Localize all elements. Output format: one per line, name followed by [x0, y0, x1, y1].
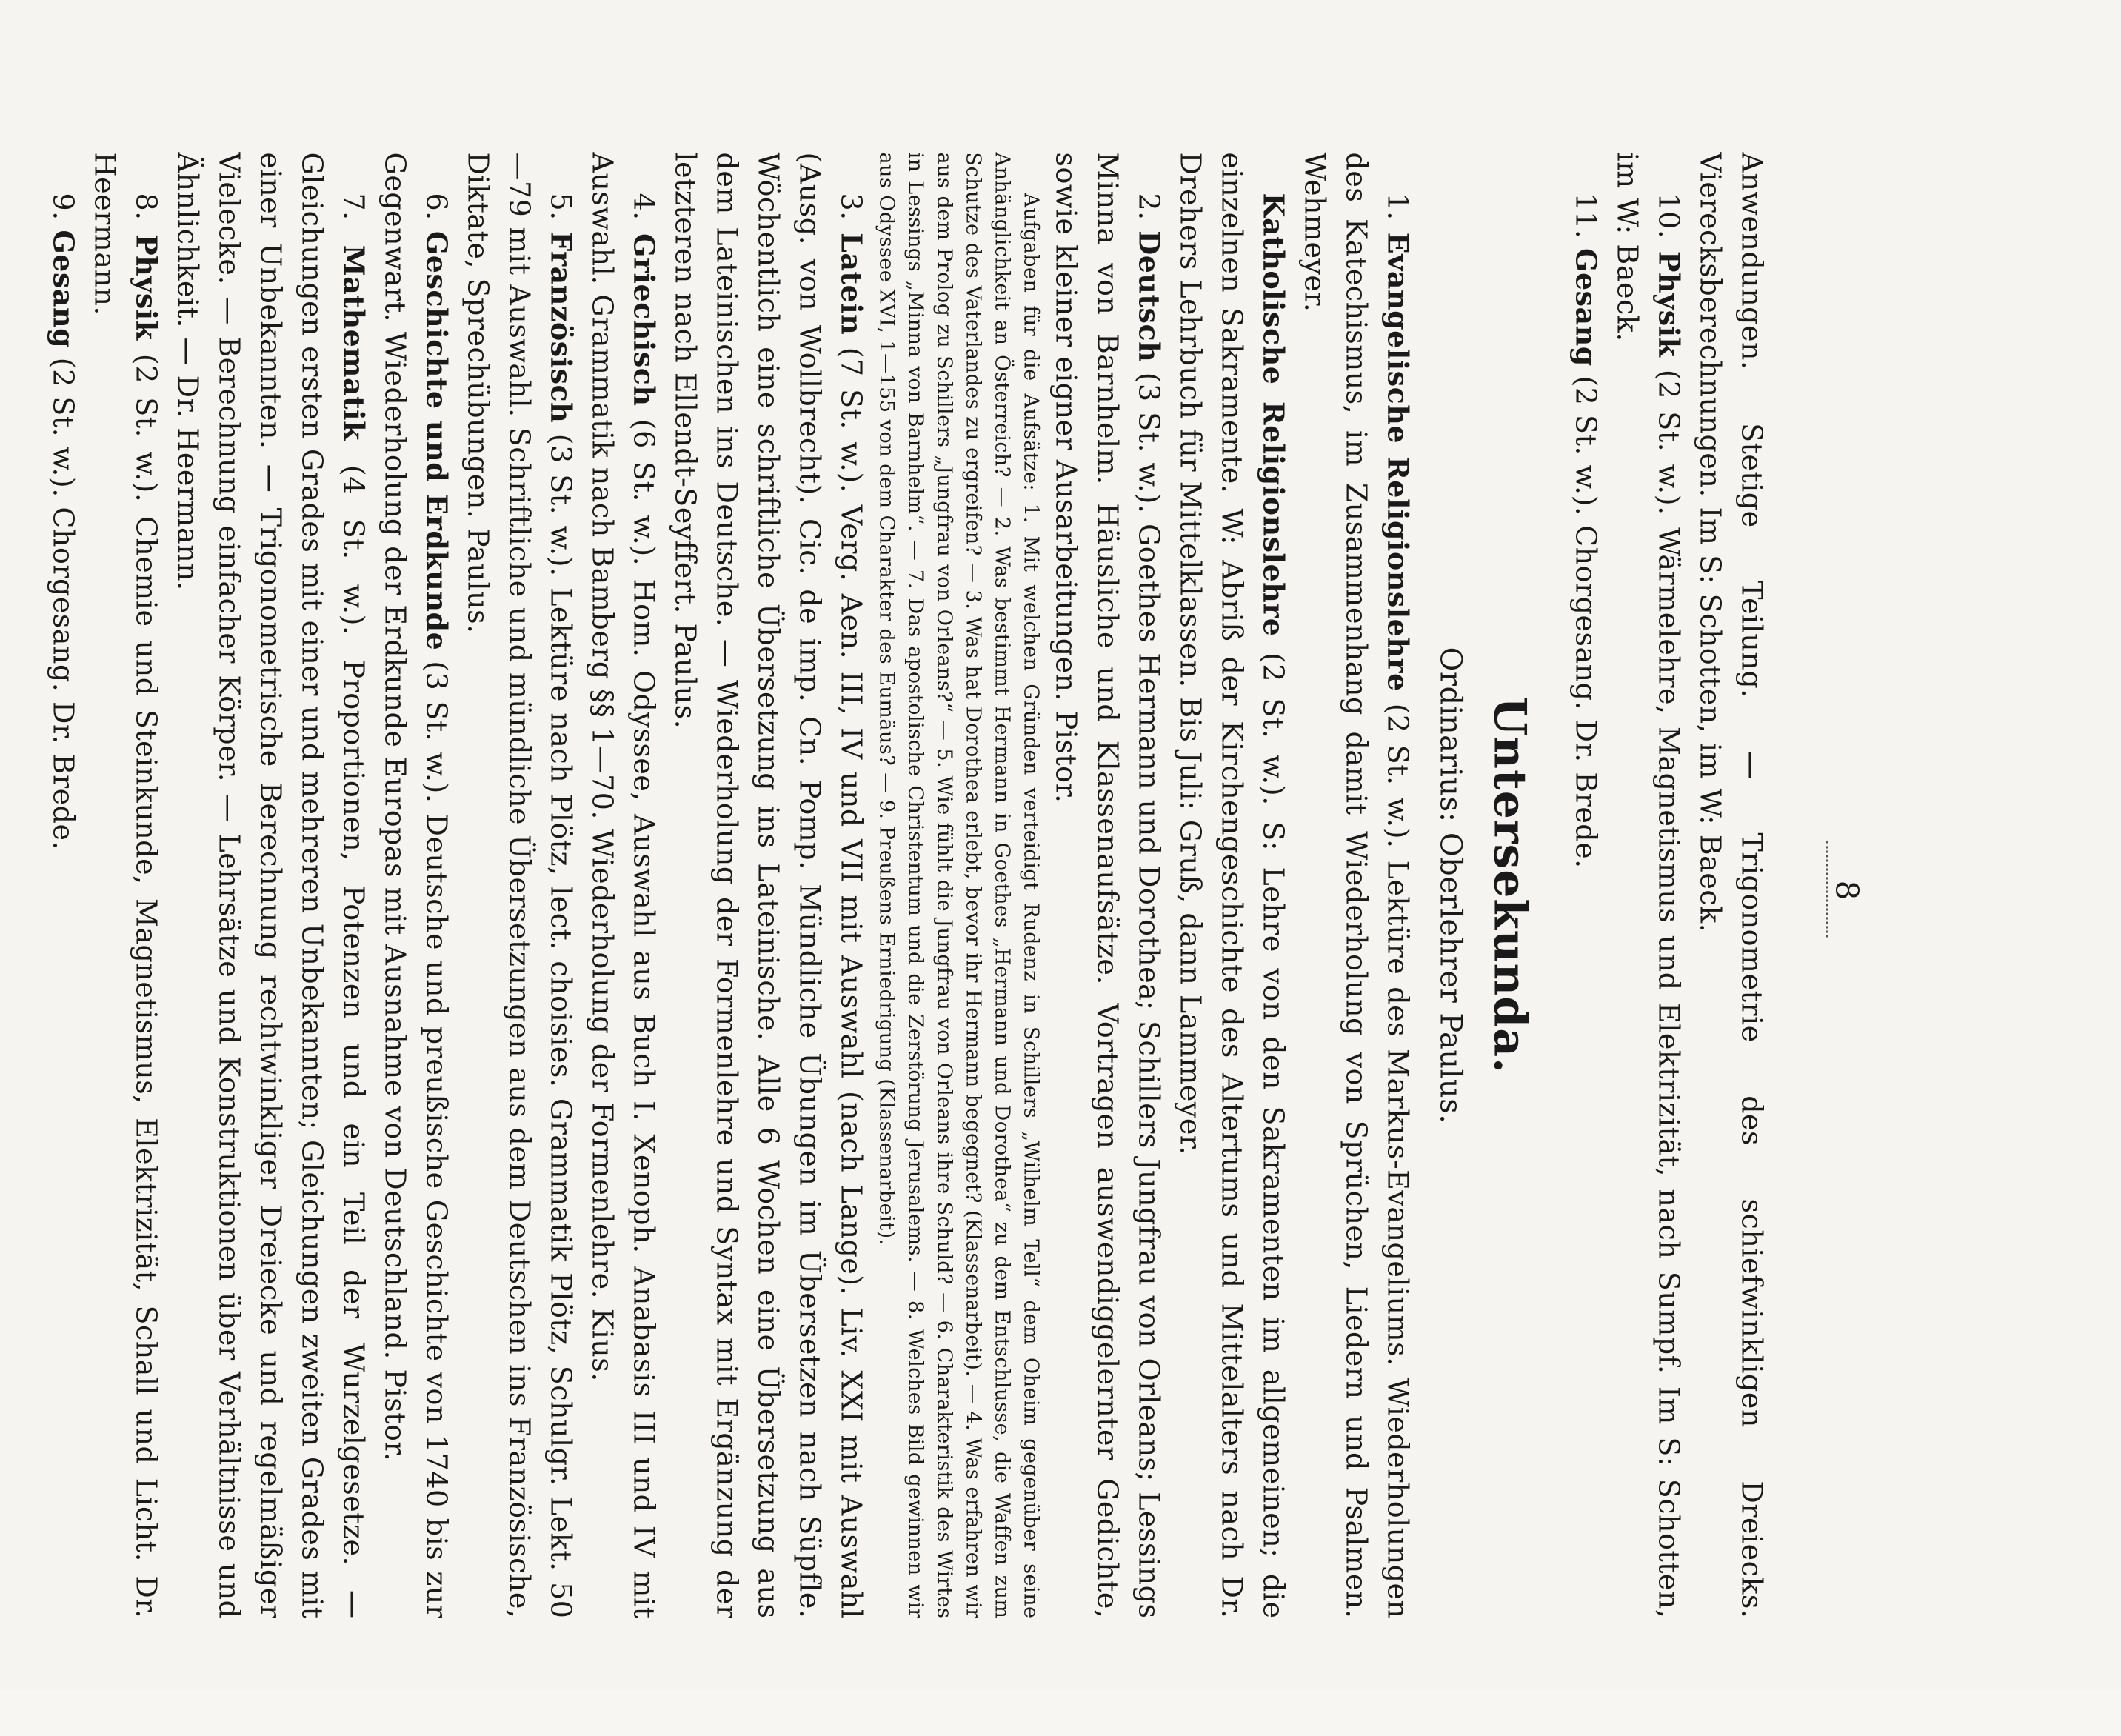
subject-text: (7 St. w.). Verg. Aen. III, IV und VII mit Auswahl (nach Lange). Liv. XXI mit Auswahl (Ausg. von Wollbrecht). Cic. de imp. Cn. Pomp. Mündliche Übungen im Übersetzen nach Süpfle. Wöchentlich eine schriftliche Übersetzung ins Lateinische. Alle 6 Wochen eine Übersetzung aus dem Lateinischen ins Deutsche. — Wiederholung der Formenlehre und Syntax mit Ergänzung der letzteren nach Ellendt-Seyffert. Paulus.	[669, 152, 868, 1619]
subject-text: (3 St. w.). Goethes Hermann und Dorothea; Schillers Jungfrau von Orleans; Lessings Minna von Barnhelm. Häusliche und Klassenaufsätze. Vortragen auswendiggelernter Gedichte, sowie kleiner eigner Ausarbeitungen. Pistor.	[1049, 152, 1166, 1619]
subject-number: 3.	[835, 193, 868, 221]
subject-number: 8.	[130, 193, 163, 221]
subject-text: (2 St. w.). Chorgesang. Dr. Brede.	[1569, 375, 1603, 869]
subject-text: (2 St. w.). Wärmelehre, Magnetismus und Elektrizität, nach Sumpf. Im S: Schotten, im W: Baeck.	[1611, 152, 1686, 1619]
subject-latein	[665, 153, 872, 1619]
subject-label: Katholische Religionslehre	[1257, 193, 1291, 637]
subject-label: Griechisch	[627, 233, 661, 407]
page-content	[43, 153, 1773, 1619]
continuation-line-2: Im S: Schotten, im W: Baeck.	[1694, 507, 1727, 933]
ordinarius-line: Ordinarius: Oberlehrer Paulus.	[1433, 647, 1468, 1124]
aufsaetze-note: Aufgaben für die Aufsätze: 1. Mit welchen Gründen verteidigt Rudenz in Schillers „Wilhelm Tell“ dem Oheim gegenüber seine Anhänglichkeit an Österreich? — 2. Was bestimmt Hermann in Goethes „Hermann und Dorothea“ zu dem Entschlusse, die Waffen zum Schutze des Vaterlandes zu ergreifen? — 3. Was hat Dorothea erlebt, bevor ihr Hermann begegnet? (Klassenarbeit). — 4. Was erfahren wir aus dem Prolog zu Schillers „Jungfrau von Orleans?“ — 5. Wie fühlt die Jungfrau von Orleans ihre Schuld? — 6. Charakteristik des Wirtes in Lessings „Minna von Barnhelm“. — 7. Das apostolische Christentum und die Zerstörung Jerusalems. — 8. Welches Bild gewinnen wir aus Odyssee XVI, 1—155 von dem Charakter des Eumäus? — 9. Preußens Erniedrigung (Klassenarbeit).	[875, 152, 1043, 1619]
subject-text: (2 St. w.). S: Lehre von den Sakramenten im allgemeinen; die einzelnen Sakramente. W: Abriß der Kirchengeschichte des Altertums und Mittelalters nach Dr. Drehers Lehrbuch für Mittelklassen. Bis Juli: Gruß, dann Lammeyer.	[1174, 152, 1290, 1619]
subject-label: Latein	[835, 233, 869, 335]
document-page	[0, 1, 2121, 1692]
subject-kath-religion	[1170, 153, 1295, 1619]
subject-number: 7.	[337, 193, 370, 221]
subject-number: 5.	[544, 193, 578, 221]
subject-text: (3 St. w.). Deutsche und preußische Geschichte von 1740 bis zur Gegenwart. Wiederholung der Erdkunde Europas mit Ausnahme von Deutschland. Pistor.	[378, 152, 453, 1619]
subject-label: Physik	[130, 234, 164, 341]
subject-label: Französisch	[544, 231, 578, 424]
subject-label: Gesang	[47, 230, 81, 349]
subject-number: 10.	[1652, 193, 1686, 239]
subject-geschichte	[375, 153, 458, 1619]
subject-physik	[84, 153, 167, 1619]
subject-franzoesisch	[458, 153, 582, 1619]
subject-label: Geschichte und Erdkunde	[420, 230, 454, 651]
continuation-line-1: Anwendungen. Stetige Teilung. — Trigonometrie des schiefwinkligen Dreiecks. Vierecksberechnungen.	[1694, 152, 1768, 1619]
subject-griechisch	[582, 153, 665, 1619]
subject-text: (2 St. w.). Chemie und Steinkunde, Magnetismus, Elektrizität, Schall und Licht. Dr. Heermann.	[88, 152, 163, 1619]
subject-label: Evangelische Religionslehre	[1381, 232, 1415, 692]
subject-text: (6 St. w.). Hom. Odyssee, Auswahl aus Buch I. Xenoph. Anabasis III und IV mit Auswahl. Grammatik nach Bamberg §§ 1—70. Wiederholung der Formenlehre. Kius.	[586, 152, 661, 1619]
subject-number: 9.	[47, 193, 80, 221]
subject-label: Gesang	[1569, 248, 1603, 367]
section-title: Untersekunda.	[1483, 697, 1536, 1074]
subject-text: (2 St. w.). Chorgesang. Dr. Brede.	[47, 357, 80, 851]
subject-text: (2 St. w.). Lektüre des Markus-Evangeliums. Wiederholungen des Katechismus, im Zusammenhang damit Wiederholung von Sprüchen, Liedern und Psalmen. Wehmeyer.	[1298, 152, 1414, 1619]
subject-text: (3 St. w.). Lektüre nach Plötz, lect. choisies. Grammatik Plötz, Schulgr. Lekt. 50—79 mit Auswahl. Schriftliche und mündliche Übersetzungen aus dem Deutschen ins Französische, Diktate, Sprechübungen. Paulus.	[461, 152, 578, 1619]
subject-number: 2.	[1132, 193, 1166, 221]
subject-deutsch	[1046, 153, 1170, 1619]
subject-physik-previous	[1607, 153, 1690, 1619]
subject-number: 1.	[1381, 193, 1414, 221]
subject-number: 4.	[627, 193, 661, 221]
subject-number: 6.	[420, 193, 453, 221]
continuation-text	[1690, 153, 1773, 1619]
header-rule	[1826, 841, 1828, 938]
subject-text: (4 St. w.). Proportionen, Potenzen und ein Teil der Wurzelgesetze. — Gleichungen ersten Grades mit einer und mehreren Unbekannten; Gleichungen zweiten Grades mit einer Unbekannten. — Trigonometrische Berechnung rechtwinkliger Dreiecke und regelmäßiger Vielecke. — Berechnung einfacher Körper. — Lehrsätze und Konstruktionen über Verhältnisse und Ähnlichkeit. — Dr. Heermann.	[171, 152, 370, 1619]
subject-gesang	[43, 153, 84, 1619]
subject-number: 11.	[1569, 193, 1603, 239]
page-number: 8	[1828, 880, 1866, 901]
subject-label: Physik	[1652, 250, 1686, 358]
subject-label: Mathematik	[337, 244, 371, 441]
subject-gesang-previous	[1566, 153, 1607, 1619]
subject-label: Deutsch	[1132, 230, 1166, 363]
subject-mathematik	[167, 153, 375, 1619]
subject-ev-religion	[1295, 153, 1419, 1619]
